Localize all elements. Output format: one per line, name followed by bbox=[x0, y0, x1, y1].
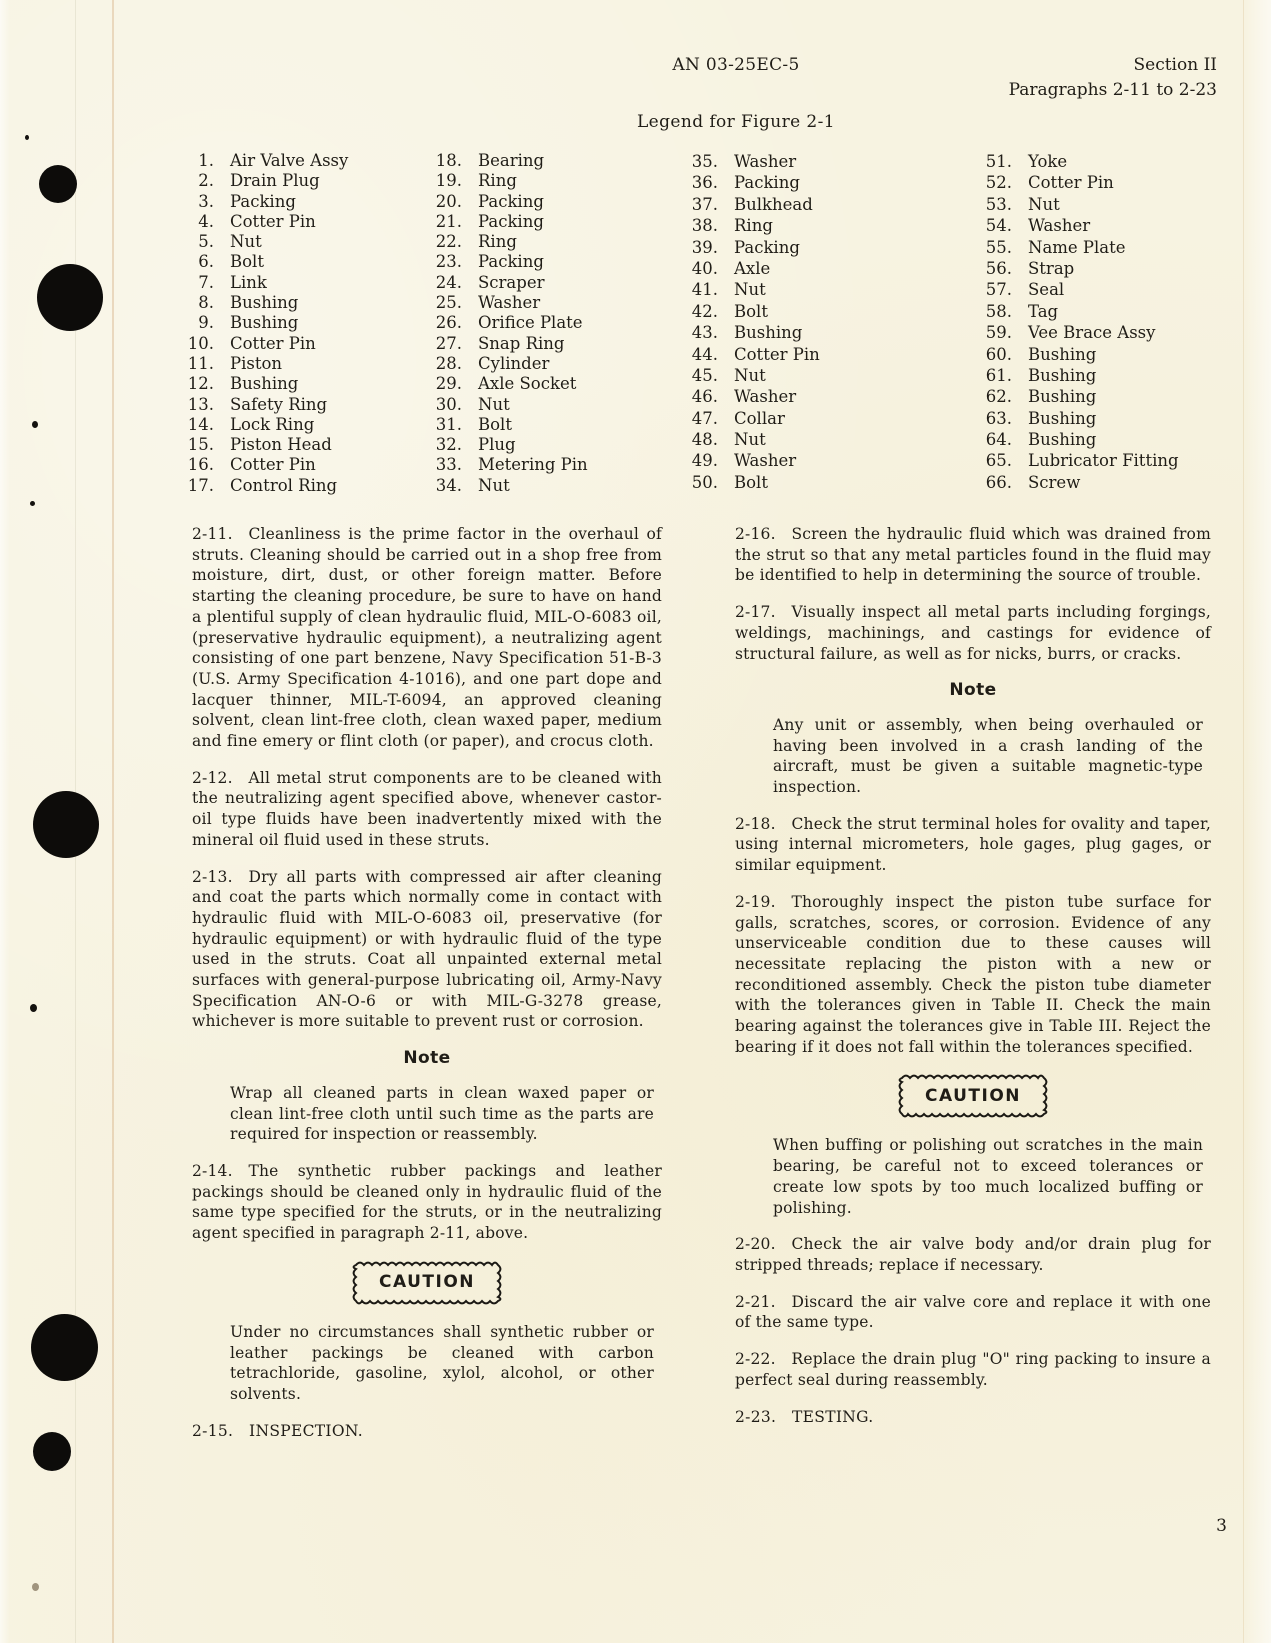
legend-item-number: 11. bbox=[187, 353, 214, 373]
legend-item bbox=[184, 374, 348, 394]
scanner-line bbox=[1243, 0, 1244, 1643]
paragraph-range: Paragraphs 2-11 to 2-23 bbox=[1008, 80, 1217, 100]
legend-item-label: Packing bbox=[478, 191, 544, 211]
legend-item bbox=[982, 386, 1179, 407]
paragraph-2-23: 2-23. TESTING. bbox=[735, 1407, 874, 1426]
legend-item-number: 33. bbox=[435, 455, 462, 475]
caution-body: Under no circumstances shall synthetic rubber or leather packings be cleaned with carbon tetrachloride, gasoline, xylol, alcohol, or other solvents. bbox=[230, 1322, 654, 1403]
legend-item-label: Control Ring bbox=[230, 475, 338, 495]
legend-item bbox=[688, 322, 820, 343]
legend-item bbox=[982, 365, 1179, 386]
legend-item-number: 7. bbox=[198, 272, 214, 292]
legend-item-label: Washer bbox=[734, 451, 797, 471]
legend-item-label: Packing bbox=[478, 252, 544, 272]
legend-item-number: 42. bbox=[691, 301, 718, 321]
legend-item-label: Packing bbox=[734, 173, 800, 193]
dust-speck bbox=[30, 1004, 37, 1012]
legend-item bbox=[432, 374, 588, 394]
paragraph-2-17: 2-17. Visually inspect all metal parts including forgings, weldings, machinings, and castings for evidence of structural failure, as well as for nicks, burrs, or cracks. bbox=[735, 603, 1211, 663]
legend-item-label: Lock Ring bbox=[230, 414, 315, 434]
legend-item-label: Axle Socket bbox=[478, 374, 577, 394]
legend-item-label: Cotter Pin bbox=[230, 455, 316, 475]
note-heading: Note bbox=[949, 680, 997, 701]
legend-item bbox=[688, 279, 820, 300]
legend-item bbox=[688, 429, 820, 450]
legend-item-label: Bolt bbox=[478, 414, 512, 434]
legend-item-label: Piston Head bbox=[230, 435, 332, 455]
legend-item-number: 23. bbox=[435, 252, 462, 272]
legend-item-label: Air Valve Assy bbox=[230, 151, 349, 170]
legend-item-label: Bushing bbox=[230, 293, 299, 313]
dust-speck bbox=[32, 1583, 39, 1591]
legend-item-label: Ring bbox=[478, 171, 517, 191]
legend-item-label: Collar bbox=[734, 408, 785, 428]
legend-item-label: Washer bbox=[734, 152, 797, 171]
legend-item bbox=[432, 293, 588, 313]
legend-item-number: 50. bbox=[691, 472, 718, 492]
legend-item-number: 46. bbox=[691, 387, 718, 407]
legend-item bbox=[688, 172, 820, 193]
legend-item bbox=[184, 212, 348, 232]
text-column-left bbox=[192, 524, 662, 1441]
legend-item-label: Axle bbox=[734, 258, 771, 278]
legend-item-label: Cotter Pin bbox=[230, 333, 316, 353]
legend-item bbox=[688, 151, 820, 172]
legend-item-number: 63. bbox=[985, 408, 1012, 428]
legend-item-number: 9. bbox=[198, 313, 214, 333]
legend-item-number: 18. bbox=[435, 151, 462, 170]
doc-number: AN 03-25EC-5 bbox=[672, 55, 800, 75]
legend-item bbox=[432, 334, 588, 354]
legend-column-1 bbox=[184, 151, 348, 496]
paragraph-2-18: 2-18. Check the strut terminal holes for ovality and taper, using internal micrometers, hole gages, plug gages, or similar equipment. bbox=[735, 814, 1211, 875]
legend-item-number: 5. bbox=[198, 232, 214, 252]
legend-item-label: Metering Pin bbox=[478, 455, 588, 475]
legend-item-number: 45. bbox=[691, 365, 718, 385]
legend-item-number: 62. bbox=[985, 387, 1012, 407]
caution-body: When buffing or polishing out scratches in the main bearing, be careful not to exceed tolerances or create low spots by too much localized buffing or polishing. bbox=[773, 1136, 1203, 1217]
legend-item-number: 27. bbox=[435, 333, 462, 353]
legend-item bbox=[184, 151, 348, 171]
punch-hole-mark bbox=[31, 1314, 98, 1381]
legend-item-number: 53. bbox=[985, 194, 1012, 214]
legend-item bbox=[982, 301, 1179, 322]
header-right bbox=[1009, 53, 1217, 103]
legend-column-4 bbox=[982, 151, 1179, 493]
legend-item-number: 59. bbox=[985, 323, 1012, 343]
legend-item bbox=[432, 415, 588, 435]
legend-item-label: Packing bbox=[478, 211, 544, 231]
paragraph-2-11: 2-11. Cleanliness is the prime factor in the overhaul of struts. Cleaning should be carried out in a shop free from moisture, dirt, dust, or other foreign matter. Before starting the cleaning procedure, be sure to have on hand a plentiful supply of clean hydraulic fluid, MIL-O-6083 oil, (preservative hydraulic equipment), a neutralizing agent consisting of one part benzene, Navy Specification 51-B-3 (U.S. Army Specification 4-1016), and one part dope and lacquer thinner, MIL-T-6094, an approved cleaning solvent, clean lint-free cloth, clean waxed paper, medium and fine emery or flint cloth (or paper), and crocus cloth. bbox=[192, 525, 662, 751]
legend-item-number: 14. bbox=[187, 414, 214, 434]
caution-label: CAUTION bbox=[378, 1272, 475, 1293]
punch-hole-mark bbox=[33, 791, 99, 858]
legend-item-label: Bushing bbox=[1028, 430, 1097, 450]
legend-item-number: 22. bbox=[435, 232, 462, 252]
legend-item-label: Bearing bbox=[478, 151, 545, 170]
legend-item bbox=[688, 258, 820, 279]
legend-item bbox=[982, 258, 1179, 279]
legend-item-number: 57. bbox=[985, 280, 1012, 300]
legend-item-number: 40. bbox=[691, 258, 718, 278]
scanner-line bbox=[112, 0, 114, 1643]
legend-item bbox=[688, 472, 820, 493]
legend-item-number: 13. bbox=[187, 394, 214, 414]
legend-item bbox=[688, 408, 820, 429]
legend-item-label: Washer bbox=[734, 387, 797, 407]
legend-item-number: 28. bbox=[435, 353, 462, 373]
legend-item bbox=[688, 450, 820, 471]
legend-item-number: 16. bbox=[187, 455, 214, 475]
legend-item-number: 64. bbox=[985, 430, 1012, 450]
legend-item bbox=[184, 415, 348, 435]
legend-item-label: Bushing bbox=[734, 323, 803, 343]
caution-box bbox=[351, 1260, 503, 1306]
legend-item bbox=[432, 252, 588, 272]
legend-item bbox=[982, 472, 1179, 493]
legend-item-label: Bolt bbox=[734, 301, 768, 321]
paragraph-2-20: 2-20. Check the air valve body and/or drain plug for stripped threads; replace if necessary. bbox=[735, 1235, 1211, 1274]
legend-item bbox=[184, 334, 348, 354]
legend-item-number: 25. bbox=[435, 293, 462, 313]
legend-item bbox=[688, 237, 820, 258]
legend-item-number: 26. bbox=[435, 313, 462, 333]
legend-item bbox=[432, 354, 588, 374]
legend-item bbox=[184, 435, 348, 455]
legend-item-label: Cotter Pin bbox=[734, 344, 820, 364]
legend-item-number: 38. bbox=[691, 216, 718, 236]
legend-item-number: 1. bbox=[198, 151, 214, 170]
paragraph-2-14: 2-14. The synthetic rubber packings and leather packings should be cleaned only in hydraulic fluid of the same type specified for the struts, or in the neutralizing agent specified in paragraph 2-11, above. bbox=[192, 1161, 662, 1243]
legend-item-label: Nut bbox=[734, 280, 766, 300]
legend-item bbox=[432, 273, 588, 293]
legend-item-number: 21. bbox=[435, 211, 462, 231]
legend-item-number: 35. bbox=[691, 152, 718, 171]
legend-item bbox=[184, 293, 348, 313]
legend-item bbox=[982, 237, 1179, 258]
legend-item bbox=[432, 232, 588, 252]
legend-item-label: Nut bbox=[230, 232, 262, 252]
legend-item-number: 51. bbox=[985, 152, 1012, 171]
legend-item bbox=[982, 344, 1179, 365]
legend-item-number: 54. bbox=[985, 216, 1012, 236]
legend-item-label: Link bbox=[230, 272, 267, 292]
legend-item-number: 12. bbox=[187, 374, 214, 394]
legend-item-number: 60. bbox=[985, 344, 1012, 364]
legend-item bbox=[688, 301, 820, 322]
legend-item-label: Washer bbox=[478, 293, 541, 313]
legend-item-label: Nut bbox=[1028, 194, 1060, 214]
legend-item-number: 41. bbox=[691, 280, 718, 300]
legend-column-2 bbox=[432, 151, 588, 496]
legend-item bbox=[982, 450, 1179, 471]
legend-item bbox=[184, 455, 348, 475]
legend-item-number: 43. bbox=[691, 323, 718, 343]
legend-item bbox=[982, 151, 1179, 172]
legend-item bbox=[688, 386, 820, 407]
legend-item bbox=[432, 212, 588, 232]
paragraph-2-21: 2-21. Discard the air valve core and replace it with one of the same type. bbox=[735, 1292, 1211, 1332]
legend-item-number: 37. bbox=[691, 194, 718, 214]
caution-box bbox=[897, 1073, 1049, 1119]
caution-label: CAUTION bbox=[924, 1086, 1021, 1107]
legend-item-number: 19. bbox=[435, 171, 462, 191]
legend-item bbox=[184, 395, 348, 415]
legend-item-label: Tag bbox=[1028, 301, 1059, 321]
legend-item-label: Cotter Pin bbox=[1028, 173, 1114, 193]
legend-item bbox=[982, 279, 1179, 300]
legend-item-number: 10. bbox=[187, 333, 214, 353]
paragraph-2-19: 2-19. Thoroughly inspect the piston tube surface for galls, scratches, scores, or corrosion. Evidence of any unserviceable condition due to these causes will necessitate replacing the piston with a new or reconditioned assembly. Check the piston tube diameter with the tolerances given in Table II. Check the main bearing against the tolerances give in Table III. Reject the bearing if it does not fall within the tolerances specified. bbox=[735, 892, 1211, 1056]
legend-item-number: 30. bbox=[435, 394, 462, 414]
legend-item-label: Plug bbox=[478, 435, 516, 455]
legend-item-number: 56. bbox=[985, 258, 1012, 278]
paragraph-2-16: 2-16. Screen the hydraulic fluid which was drained from the strut so that any metal particles found in the fluid may be identified to help in determining the source of trouble. bbox=[735, 525, 1211, 585]
legend-title: Legend for Figure 2-1 bbox=[636, 112, 836, 132]
legend-item bbox=[184, 192, 348, 212]
legend-item-number: 32. bbox=[435, 435, 462, 455]
legend-item-label: Ring bbox=[734, 216, 773, 236]
legend-item bbox=[432, 455, 588, 475]
legend-item-label: Bushing bbox=[1028, 344, 1097, 364]
legend-item bbox=[184, 476, 348, 496]
legend-item-label: Vee Brace Assy bbox=[1028, 323, 1156, 343]
legend-item-label: Nut bbox=[478, 394, 510, 414]
legend-item-label: Strap bbox=[1028, 258, 1075, 278]
legend-item-number: 44. bbox=[691, 344, 718, 364]
note-body: Any unit or assembly, when being overhauled or having been involved in a crash landing of the aircraft, must be given a suitable magnetic-type inspection. bbox=[773, 715, 1203, 797]
legend-item-number: 55. bbox=[985, 237, 1012, 257]
legend-item bbox=[982, 194, 1179, 215]
dust-speck bbox=[25, 135, 29, 140]
legend-item-label: Bolt bbox=[230, 252, 264, 272]
text-column-right bbox=[735, 524, 1211, 1427]
legend-item-label: Scraper bbox=[478, 272, 545, 292]
dust-speck bbox=[32, 421, 38, 428]
legend-item-label: Screw bbox=[1028, 472, 1081, 492]
legend-item bbox=[184, 252, 348, 272]
legend-item bbox=[184, 313, 348, 333]
legend-item bbox=[688, 215, 820, 236]
legend-item-label: Bushing bbox=[1028, 408, 1097, 428]
paragraph-2-22: 2-22. Replace the drain plug "O" ring packing to insure a perfect seal during reassembly. bbox=[735, 1350, 1211, 1389]
legend-item bbox=[688, 365, 820, 386]
legend-item-label: Drain Plug bbox=[230, 171, 320, 191]
paragraph-2-15: 2-15. INSPECTION. bbox=[192, 1421, 363, 1440]
section-label: Section II bbox=[1133, 55, 1217, 75]
legend-item-label: Ring bbox=[478, 232, 517, 252]
legend-item-label: Nut bbox=[734, 365, 766, 385]
legend-item-label: Bulkhead bbox=[734, 194, 813, 214]
page-edge bbox=[0, 0, 10, 1643]
legend-item-number: 4. bbox=[198, 211, 214, 231]
legend-item-label: Bushing bbox=[230, 374, 299, 394]
legend-item-number: 65. bbox=[985, 451, 1012, 471]
legend-item bbox=[184, 171, 348, 191]
legend-item bbox=[184, 273, 348, 293]
dust-speck bbox=[30, 501, 35, 506]
legend-item-label: Seal bbox=[1028, 280, 1065, 300]
legend-item-number: 52. bbox=[985, 173, 1012, 193]
paragraph-2-13: 2-13. Dry all parts with compressed air after cleaning and coat the parts which normally come in contact with hydraulic fluid with MIL-O-6083 oil, preservative (for hydraulic equipment) or with hydraulic fluid of the type used in the struts. Coat all unpainted external metal surfaces with general-purpose lubricating oil, Army-Navy Specification AN-O-6 or with MIL-G-3278 grease, whichever is more suitable to prevent rust or corrosion. bbox=[192, 867, 662, 1031]
legend-item-number: 15. bbox=[187, 435, 214, 455]
punch-hole-mark bbox=[33, 1432, 71, 1471]
note-body: Wrap all cleaned parts in clean waxed paper or clean lint-free cloth until such time as the parts are required for inspection or reassembly. bbox=[230, 1083, 654, 1144]
legend-item bbox=[688, 194, 820, 215]
legend-item-number: 66. bbox=[985, 472, 1012, 492]
legend-item-number: 49. bbox=[691, 451, 718, 471]
legend-item-number: 31. bbox=[435, 414, 462, 434]
legend-item-label: Nut bbox=[478, 475, 510, 495]
legend-item bbox=[432, 395, 588, 415]
legend-item-label: Cylinder bbox=[478, 353, 550, 373]
legend-column-3 bbox=[688, 151, 820, 493]
legend-item-number: 61. bbox=[985, 365, 1012, 385]
legend-item-label: Name Plate bbox=[1028, 237, 1126, 257]
legend-item-label: Piston bbox=[230, 353, 283, 373]
punch-hole-mark bbox=[39, 165, 77, 203]
legend-item-number: 48. bbox=[691, 430, 718, 450]
legend-item bbox=[432, 151, 588, 171]
page-edge bbox=[1245, 0, 1271, 1643]
legend-item-label: Orifice Plate bbox=[478, 313, 583, 333]
legend-item bbox=[982, 429, 1179, 450]
legend-item-number: 36. bbox=[691, 173, 718, 193]
legend-item-number: 58. bbox=[985, 301, 1012, 321]
legend-item-number: 17. bbox=[187, 475, 214, 495]
legend-item-label: Nut bbox=[734, 430, 766, 450]
legend-item bbox=[432, 192, 588, 212]
legend-item-label: Safety Ring bbox=[230, 394, 328, 414]
legend-item-number: 20. bbox=[435, 191, 462, 211]
legend-item bbox=[432, 435, 588, 455]
note-heading: Note bbox=[403, 1048, 451, 1069]
legend-item-label: Washer bbox=[1028, 216, 1091, 236]
legend-item-label: Bushing bbox=[1028, 365, 1097, 385]
legend-item-label: Snap Ring bbox=[478, 333, 565, 353]
legend-item-label: Bushing bbox=[1028, 387, 1097, 407]
legend-item-number: 29. bbox=[435, 374, 462, 394]
legend-item-label: Cotter Pin bbox=[230, 211, 316, 231]
legend-item-number: 47. bbox=[691, 408, 718, 428]
legend-item bbox=[432, 476, 588, 496]
legend-item-label: Bolt bbox=[734, 472, 768, 492]
legend-item bbox=[688, 344, 820, 365]
legend-item-label: Bushing bbox=[230, 313, 299, 333]
legend-item-number: 39. bbox=[691, 237, 718, 257]
legend-item bbox=[432, 171, 588, 191]
legend-item bbox=[184, 354, 348, 374]
legend-item-number: 34. bbox=[435, 475, 462, 495]
legend-item-label: Yoke bbox=[1028, 152, 1068, 171]
legend-item-number: 8. bbox=[198, 293, 214, 313]
legend-item bbox=[982, 408, 1179, 429]
legend-item-number: 6. bbox=[198, 252, 214, 272]
page-number: 3 bbox=[1216, 1516, 1227, 1536]
legend-item bbox=[982, 172, 1179, 193]
legend-item bbox=[432, 313, 588, 333]
legend-item-label: Packing bbox=[230, 191, 296, 211]
legend-item-label: Packing bbox=[734, 237, 800, 257]
legend-item-number: 24. bbox=[435, 272, 462, 292]
punch-hole-mark bbox=[37, 264, 103, 331]
legend-item bbox=[184, 232, 348, 252]
legend-item-number: 2. bbox=[198, 171, 214, 191]
legend-item-number: 3. bbox=[198, 191, 214, 211]
legend-item bbox=[982, 322, 1179, 343]
legend-item-label: Lubricator Fitting bbox=[1028, 451, 1179, 471]
legend-item bbox=[982, 215, 1179, 236]
paragraph-2-12: 2-12. All metal strut components are to be cleaned with the neutralizing agent specified above, whenever castor-oil type fluids have been inadvertently mixed with the mineral oil fluid used in these struts. bbox=[192, 768, 662, 849]
